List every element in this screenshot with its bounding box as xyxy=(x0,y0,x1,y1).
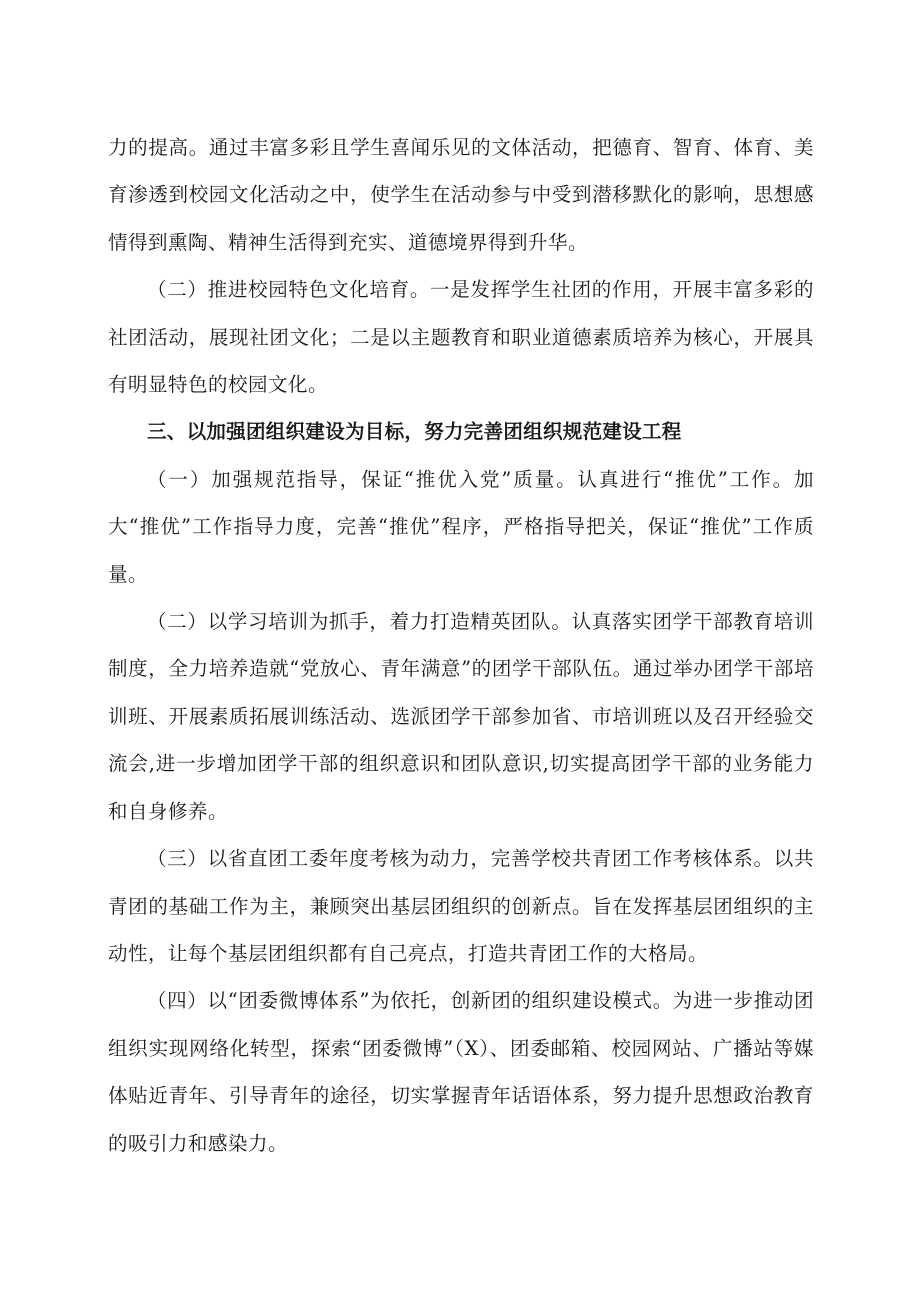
section-heading-organization-building: 三、以加强团组织建设为目标，努力完善团组织规范建设工程 xyxy=(147,420,682,444)
paragraph-continued-cultural-activities: 力的提高。通过丰富多彩且学生喜闻乐见的文体活动，把德育、智育、体育、美育渗透到校园文化活动之中，使学生在活动参与中受到潜移默化的影响，思想感情得到熏陶、精神生活得到充实、道德境界得到升华。 xyxy=(108,136,814,254)
paragraph-campus-culture-cultivation: （二）推进校园特色文化培育。一是发挥学生社团的作用，开展丰富多彩的社团活动，展现社团文化；二是以主题教育和职业道德素质培养为核心，开展具有明显特色的校园文化。 xyxy=(108,278,814,397)
paragraph-training-elite-team: （二）以学习培训为抓手，着力打造精英团队。认真落实团学干部教育培训制度，全力培养造就“党放心、青年满意”的团学干部队伍。通过举办团学干部培训班、开展素质拓展训练活动、选派团学干部参加省、市培训班以及召开经验交流会,进一步增加团学干部的组织意识和团队意识,切实提高团学干部的业务能力和自身修养。 xyxy=(108,610,814,823)
paragraph-annual-assessment-system: （三）以省直团工委年度考核为动力，完善学校共青团工作考核体系。以共青团的基础工作为主，兼顾突出基层团组织的创新点。旨在发挥基层团组织的主动性，让每个基层团组织都有自己亮点，打造共青团工作的大格局。 xyxy=(108,847,814,965)
paragraph-weibo-organization-model: （四）以“团委微博体系”为依托，创新团的组织建设模式。为进一步推动团组织实现网络化转型，探索“团委微博”（X）、团委邮箱、校园网站、广播站等媒体贴近青年、引导青年的途径，切实掌握青年话语体系，努力提升思想政治教育的吸引力和感染力。 xyxy=(108,989,814,1155)
document-body xyxy=(108,124,814,1167)
paragraph-party-recommendation-quality: （一）加强规范指导，保证“推优入党”质量。认真进行“推优”工作。加大“推优”工作指导力度，完善“推优”程序，严格指导把关，保证“推优”工作质量。 xyxy=(108,467,814,586)
